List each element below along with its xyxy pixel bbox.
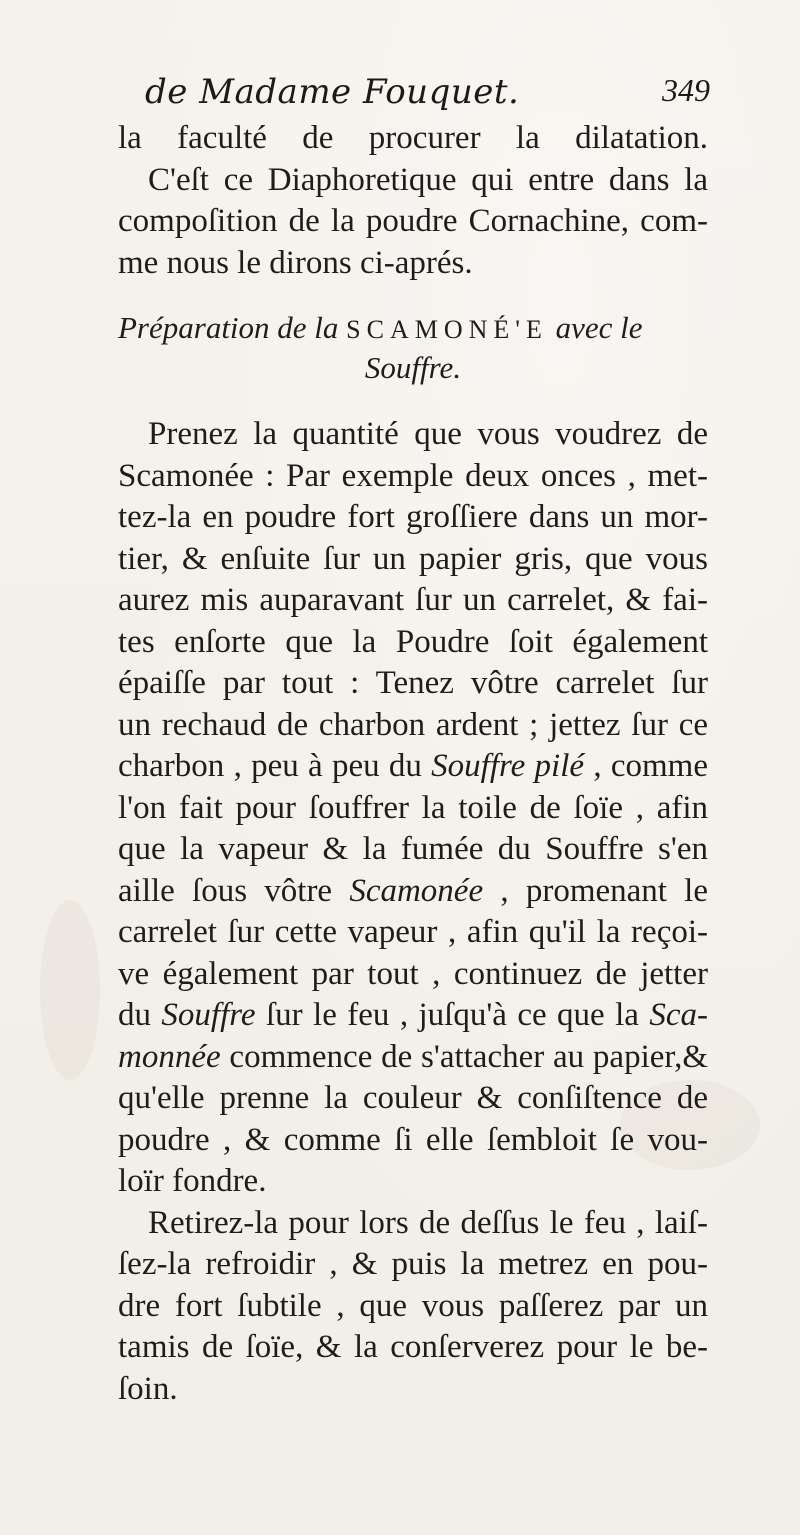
text-line: tes enſorte que la Poudre ſoit également xyxy=(118,623,708,660)
paper-stain xyxy=(40,900,100,1080)
text-line: la faculté de procurer la dilatation. xyxy=(118,120,708,156)
text-line xyxy=(118,995,708,1037)
text-line: épaiſſe par tout : Tenez vôtre carrelet ſur xyxy=(118,665,708,701)
section-heading xyxy=(118,308,708,348)
text-line: Prenez la quantité que vous voudrez de xyxy=(148,416,708,452)
text-line: qu'elle prenne la couleur & conſiſtence de xyxy=(118,1080,708,1116)
text-fragment: , comme xyxy=(584,748,708,784)
text-line: un rechaud de charbon ardent ; jettez ſur ce xyxy=(118,706,708,743)
text-fragment: aille ſous vôtre xyxy=(118,872,350,909)
text-line: compoſition de la poudre Cornachine, com- xyxy=(118,203,708,239)
text-line: tamis de ſoïe, & la conſerverez pour le be- xyxy=(118,1329,708,1365)
text-line: me nous le dirons ci-aprés. xyxy=(118,244,473,281)
text-line: ve également par tout , continuez de jetter xyxy=(118,955,708,992)
text-fragment-italic: Souffre pilé xyxy=(431,748,585,784)
heading-part: avec le xyxy=(555,310,643,345)
text-fragment-italic: Sca- xyxy=(649,997,709,1033)
text-line: tier, & enſuite ſur un papier gris, que vous xyxy=(118,540,708,577)
text-line: loïr fondre. xyxy=(118,1163,267,1199)
text-fragment: charbon , peu à peu du xyxy=(118,748,432,784)
text-line: aurez mis auparavant ſur un carrelet, & fai- xyxy=(118,582,708,618)
text-line: Retirez-la pour lors de deſſus le feu , laiſ- xyxy=(148,1204,708,1241)
text-line xyxy=(118,871,708,913)
text-line: que la vapeur & la fumée du Souffre s'en xyxy=(118,831,708,867)
text-line: carrelet ſur cette vapeur , afin qu'il la reçoi- xyxy=(118,914,708,950)
text-line: ſez-la refroidir , & puis la metrez en pou- xyxy=(118,1246,708,1282)
text-fragment-italic: Souffre xyxy=(161,997,256,1033)
text-fragment: , promenant le xyxy=(483,872,708,909)
text-line: Scamonée : Par exemple deux onces , met- xyxy=(118,457,708,494)
heading-part: Préparation de la xyxy=(118,310,339,345)
text-line: dre fort ſubtile , que vous paſſerez par un xyxy=(118,1287,708,1324)
text-line xyxy=(118,1037,708,1079)
text-line: l'on fait pour ſouffrer la toile de ſoïe , afin xyxy=(118,789,708,826)
text-fragment: du xyxy=(118,997,162,1033)
running-title: de Madame Fouquet. xyxy=(145,72,520,112)
text-fragment: ſur le feu , juſqu'à ce que la xyxy=(255,997,650,1033)
page-header xyxy=(0,72,800,112)
text-line xyxy=(118,746,708,788)
text-line: poudre , & comme ſi elle ſembloit ſe vou- xyxy=(118,1121,708,1158)
section-heading-line2: Souffre. xyxy=(364,350,462,385)
text-line: ſoin. xyxy=(118,1370,178,1407)
text-line: C'eſt ce Diaphoretique qui entre dans la xyxy=(148,161,708,198)
text-fragment-italic: monnée xyxy=(118,1038,221,1075)
page-number: 349 xyxy=(662,72,710,108)
text-fragment: commence de s'attacher au papier,& xyxy=(220,1038,708,1075)
heading-part: SCAMONÉ'E xyxy=(346,315,548,344)
body-text xyxy=(118,118,708,1410)
text-fragment-italic: Scamonée xyxy=(349,872,484,909)
text-line: tez-la en poudre fort groſſiere dans un mor- xyxy=(118,499,708,535)
